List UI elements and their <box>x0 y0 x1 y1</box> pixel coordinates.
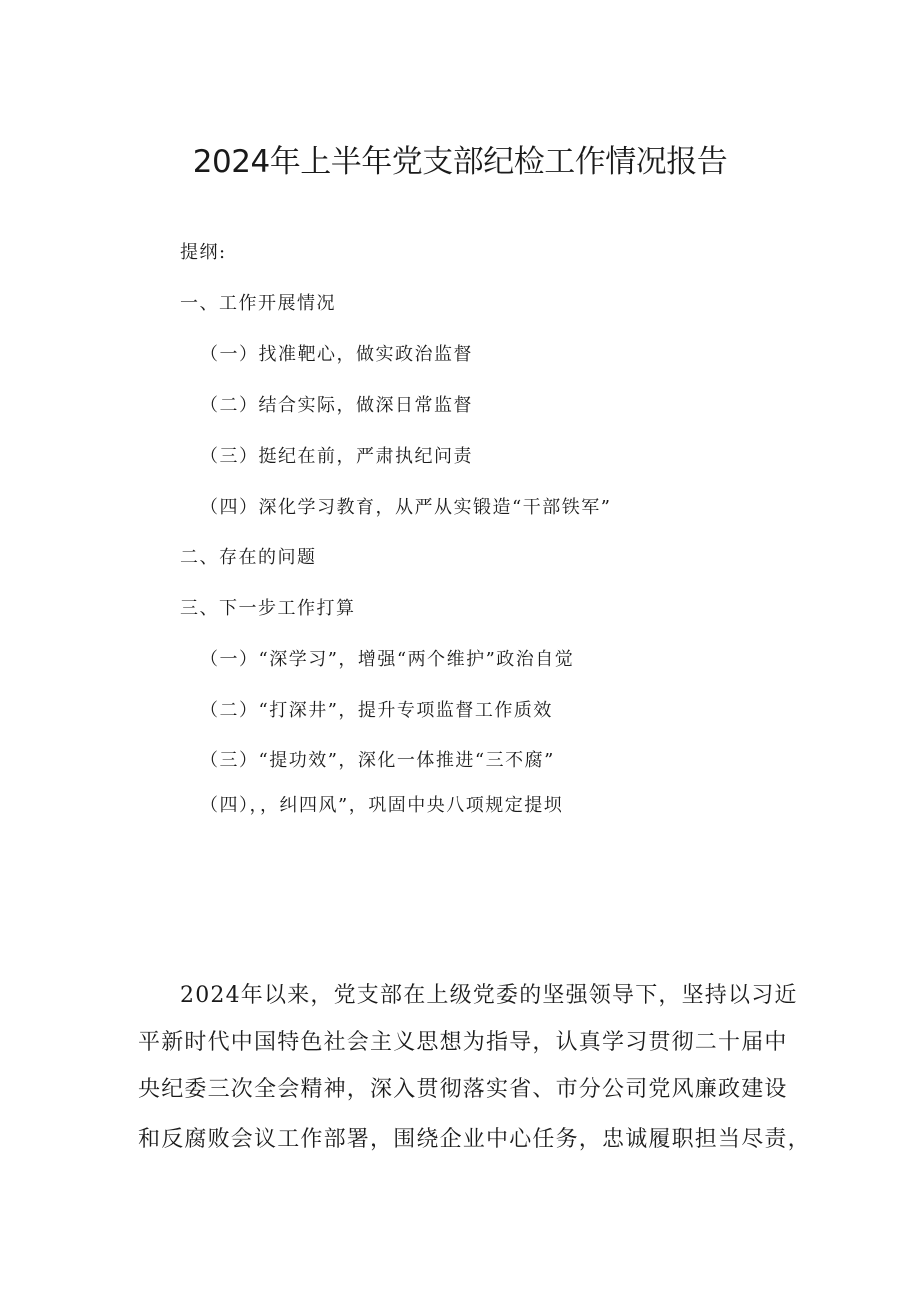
outline-heading: 提纲: <box>180 242 227 263</box>
outline-item-3-1: （一）“深学习”，增强“两个维护”政治自觉 <box>200 649 575 670</box>
body-paragraph-line: 2024年以来，党支部在上级党委的坚强领导下，坚持以习近 <box>180 983 798 1008</box>
outline-item-section-3: 三、下一步工作打算 <box>180 598 356 619</box>
outline-item-1-3: （三）挺纪在前，严肃执纪问责 <box>200 446 473 467</box>
outline-item-1-2: （二）结合实际，做深日常监督 <box>200 395 473 416</box>
outline-item-section-2: 二、存在的问题 <box>180 547 317 568</box>
body-paragraph-line: 平新时代中国特色社会主义思想为指导，认真学习贯彻二十届中 <box>138 1030 788 1055</box>
outline-item-3-2: （二）“打深井”，提升专项监督工作质效 <box>200 700 553 721</box>
body-paragraph-line: 央纪委三次全会精神，深入贯彻落实省、市分公司党风廉政建设 <box>138 1077 788 1102</box>
outline-item-3-4: （四），，纠四风”，巩固中央八项规定提坝 <box>200 795 564 816</box>
body-paragraph-line: 和反腐败会议工作部署，围绕企业中心任务，忠诚履职担当尽责， <box>138 1127 811 1152</box>
outline-item-section-1: 一、工作开展情况 <box>180 293 336 314</box>
document-title: 2024年上半年党支部纪检工作情况报告 <box>192 144 728 180</box>
outline-item-1-4: （四）深化学习教育，从严从实锻造“干部铁军” <box>200 497 612 518</box>
outline-item-3-3: （三）“提功效”，深化一体推进“三不腐” <box>200 750 555 771</box>
outline-item-1-1: （一）找准靶心，做实政治监督 <box>200 344 473 365</box>
